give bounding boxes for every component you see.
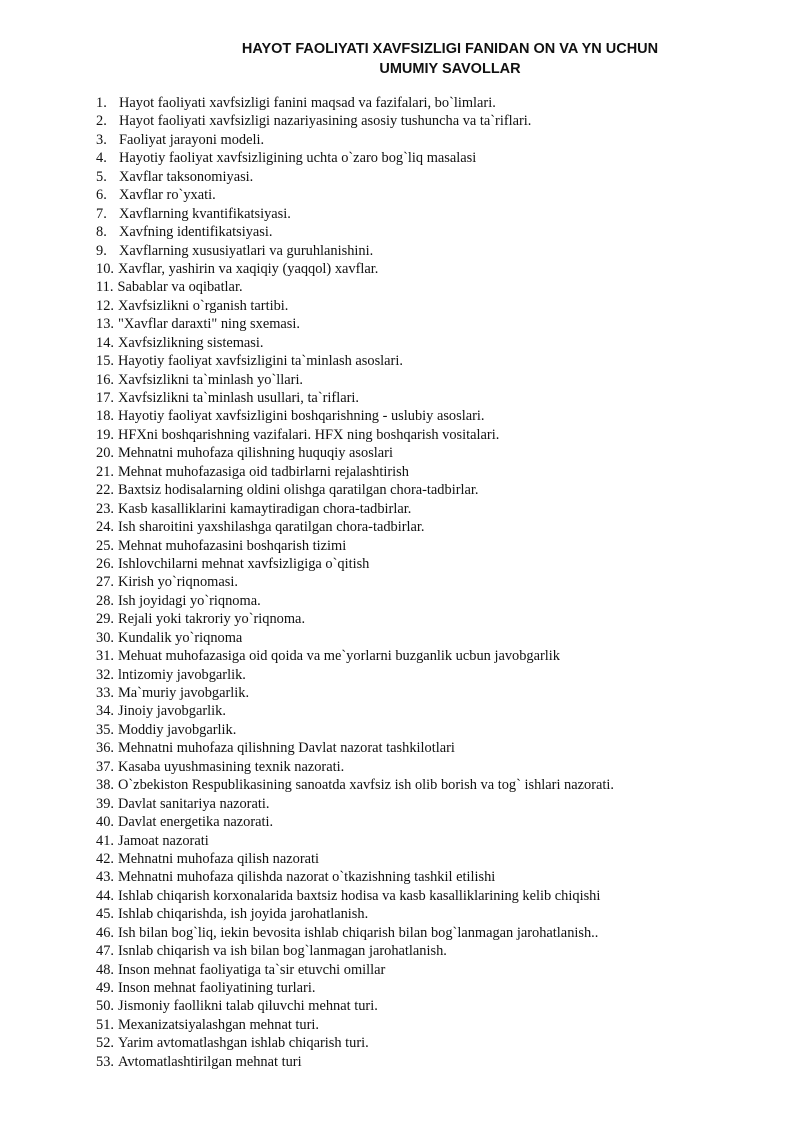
question-number: 40. bbox=[96, 814, 114, 831]
question-text: Sabablar va oqibatlar. bbox=[117, 279, 243, 296]
question-number: 18. bbox=[96, 408, 114, 425]
question-text: Mehnatni muhofaza qilishning Davlat nazorat tashkilotlari bbox=[118, 740, 455, 757]
question-number: 48. bbox=[96, 961, 114, 978]
question-text: Xavflar, yashirin va xaqiqiy (yaqqol) xavflar. bbox=[118, 260, 379, 277]
question-number: 15. bbox=[96, 353, 114, 370]
question-text: Jinoiy javobgarlik. bbox=[118, 703, 226, 720]
question-item bbox=[96, 518, 786, 536]
question-number: 9. bbox=[96, 242, 107, 259]
question-text: Xavflarning kvantifikatsiyasi. bbox=[119, 205, 291, 222]
question-number: 12. bbox=[96, 297, 114, 314]
question-item bbox=[96, 887, 786, 905]
question-text: Jamoat nazorati bbox=[118, 832, 209, 849]
question-number: 29. bbox=[96, 611, 114, 628]
question-item bbox=[96, 1034, 786, 1052]
question-item bbox=[96, 721, 786, 739]
question-text: Mexanizatsiyalashgan mehnat turi. bbox=[118, 1016, 320, 1033]
question-text: Xavfsizlikni ta`minlash yo`llari. bbox=[118, 371, 304, 388]
question-number: 20. bbox=[96, 445, 114, 462]
question-text: Hayotiy faoliyat xavfsizligining uchta o`zaro bog`liq masalasi bbox=[119, 150, 477, 167]
question-text: Inson mehnat faoliyatining turlari. bbox=[118, 980, 316, 996]
question-item bbox=[96, 666, 786, 684]
question-item bbox=[96, 205, 786, 223]
question-number: 1. bbox=[96, 95, 107, 111]
question-number: 44. bbox=[96, 887, 114, 904]
question-text: HFXni boshqarishning vazifalari. HFX ning boshqarish vositalari. bbox=[118, 426, 500, 443]
question-item bbox=[96, 758, 786, 776]
question-text: Ish joyidagi yo`riqnoma. bbox=[118, 592, 261, 609]
question-item bbox=[96, 463, 786, 481]
question-item bbox=[96, 850, 786, 868]
question-number: 36. bbox=[96, 740, 114, 757]
question-item bbox=[96, 684, 786, 702]
question-item bbox=[96, 1053, 786, 1071]
question-number: 42. bbox=[96, 850, 114, 867]
question-item bbox=[96, 371, 786, 389]
question-number: 35. bbox=[96, 721, 114, 738]
question-number: 46. bbox=[96, 924, 114, 941]
question-text: Ish bilan bog`liq, iekin bevosita ishlab chiqarish bilan bog`lanmagan jarohatlanish.. bbox=[118, 924, 599, 941]
question-number: 5. bbox=[96, 168, 107, 185]
question-number: 32. bbox=[96, 666, 114, 683]
question-number: 39. bbox=[96, 795, 114, 812]
question-number: 41. bbox=[96, 832, 114, 849]
question-item bbox=[96, 481, 786, 499]
question-number: 13. bbox=[96, 316, 114, 333]
question-item bbox=[96, 832, 786, 850]
question-item bbox=[96, 426, 786, 444]
question-number: 19. bbox=[96, 426, 114, 443]
question-item bbox=[96, 979, 786, 997]
question-text: Mehnat muhofazasini boshqarish tizimi bbox=[118, 537, 347, 554]
question-text: Kasb kasalliklarini kamaytiradigan chora-tadbirlar. bbox=[118, 500, 412, 517]
question-number: 21. bbox=[96, 463, 114, 480]
question-text: Hayot faoliyati xavfsizligi fanini maqsad va fazifalari, bo`limlari. bbox=[119, 95, 496, 111]
question-number: 51. bbox=[96, 1016, 114, 1033]
question-item bbox=[96, 112, 786, 130]
question-text: Hayot faoliyati xavfsizligi nazariyasining asosiy tushuncha va ta`riflari. bbox=[119, 113, 532, 130]
question-number: 14. bbox=[96, 334, 114, 351]
question-item bbox=[96, 573, 786, 591]
document-title bbox=[200, 39, 700, 79]
question-text: Kasaba uyushmasining texnik nazorati. bbox=[118, 758, 345, 775]
question-number: 28. bbox=[96, 592, 114, 609]
question-number: 24. bbox=[96, 519, 114, 536]
question-item bbox=[96, 610, 786, 628]
question-number: 23. bbox=[96, 500, 114, 517]
question-text: Hayotiy faoliyat xavfsizligini ta`minlash asoslari. bbox=[118, 353, 403, 370]
question-number: 37. bbox=[96, 758, 114, 775]
question-item bbox=[96, 1016, 786, 1034]
question-number: 31. bbox=[96, 648, 114, 665]
question-text: Mehnat muhofazasiga oid tadbirlarni rejalashtirish bbox=[118, 463, 409, 480]
question-item bbox=[96, 242, 786, 260]
question-text: Xavfsizlikni ta`minlash usullari, ta`riflari. bbox=[118, 390, 359, 406]
question-text: Xavfsizlikni o`rganish tartibi. bbox=[118, 297, 289, 314]
question-text: Mehnatni muhofaza qilishning huquqiy asoslari bbox=[118, 445, 393, 462]
question-number: 8. bbox=[96, 224, 107, 241]
question-number: 2. bbox=[96, 113, 107, 130]
question-item bbox=[96, 868, 786, 886]
question-text: Isnlab chiqarish va ish bilan bog`lanmagan jarohatlanish. bbox=[118, 943, 447, 960]
question-item bbox=[96, 444, 786, 462]
question-text: Rejali yoki takroriy yo`riqnoma. bbox=[118, 611, 306, 628]
question-item bbox=[96, 297, 786, 315]
question-item bbox=[96, 131, 786, 149]
question-number: 22. bbox=[96, 482, 114, 499]
question-number: 10. bbox=[96, 260, 114, 277]
question-item bbox=[96, 500, 786, 518]
question-text: Ish sharoitini yaxshilashga qaratilgan chora-tadbirlar. bbox=[118, 519, 425, 536]
question-number: 33. bbox=[96, 685, 114, 701]
question-item bbox=[96, 278, 786, 296]
question-number: 53. bbox=[96, 1053, 114, 1070]
question-item bbox=[96, 315, 786, 333]
question-text: Ishlovchilarni mehnat xavfsizligiga o`qitish bbox=[118, 555, 370, 572]
question-text: Xavflar taksonomiyasi. bbox=[119, 168, 254, 185]
question-number: 27. bbox=[96, 574, 114, 591]
question-item bbox=[96, 260, 786, 278]
question-item bbox=[96, 555, 786, 573]
question-text: Xavflar ro`yxati. bbox=[119, 187, 216, 204]
question-item bbox=[96, 813, 786, 831]
question-number: 26. bbox=[96, 555, 114, 572]
question-text: Mehuat muhofazasiga oid qoida va me`yorlarni buzganlik ucbun javobgarlik bbox=[118, 648, 560, 665]
question-item bbox=[96, 537, 786, 555]
question-item bbox=[96, 223, 786, 241]
question-number: 16. bbox=[96, 371, 114, 388]
question-text: lntizomiy javobgarlik. bbox=[118, 666, 246, 683]
question-item bbox=[96, 961, 786, 979]
question-number: 11. bbox=[96, 279, 114, 296]
question-item bbox=[96, 647, 786, 665]
question-item bbox=[96, 629, 786, 647]
question-text: O`zbekiston Respublikasining sanoatda xavfsiz ish olib borish va tog` ishlari nazorati. bbox=[118, 777, 614, 794]
question-text: Davlat sanitariya nazorati. bbox=[118, 795, 270, 812]
question-item bbox=[96, 334, 786, 352]
question-text: Jismoniy faollikni talab qiluvchi mehnat turi. bbox=[118, 998, 378, 1015]
question-text: Hayotiy faoliyat xavfsizligini boshqarishning - uslubiy asoslari. bbox=[118, 408, 485, 425]
question-text: Mehnatni muhofaza qilishda nazorat o`tkazishning tashkil etilishi bbox=[118, 869, 496, 886]
question-item bbox=[96, 94, 786, 112]
question-list bbox=[96, 94, 786, 1071]
question-item bbox=[96, 186, 786, 204]
question-item bbox=[96, 776, 786, 794]
question-text: Ishlab chiqarishda, ish joyida jarohatlanish. bbox=[118, 906, 369, 923]
question-text: Mehnatni muhofaza qilish nazorati bbox=[118, 850, 320, 867]
question-text: Inson mehnat faoliyatiga ta`sir etuvchi omillar bbox=[118, 961, 386, 978]
question-item bbox=[96, 407, 786, 425]
question-number: 49. bbox=[96, 980, 114, 996]
question-number: 45. bbox=[96, 906, 114, 923]
question-number: 38. bbox=[96, 777, 114, 794]
question-text: Yarim avtomatlashgan ishlab chiqarish turi. bbox=[118, 1035, 369, 1052]
question-text: Kundalik yo`riqnoma bbox=[118, 629, 243, 646]
question-text: Xavfning identifikatsiyasi. bbox=[119, 224, 273, 241]
question-text: Xavfsizlikning sistemasi. bbox=[118, 334, 264, 351]
question-text: Kirish yo`riqnomasi. bbox=[118, 574, 238, 591]
question-text: Baxtsiz hodisalarning oldini olishga qaratilgan chora-tadbirlar. bbox=[118, 482, 479, 499]
question-number: 3. bbox=[96, 131, 107, 148]
question-number: 30. bbox=[96, 629, 114, 646]
question-text: Xavflarning xususiyatlari va guruhlanishini. bbox=[119, 242, 374, 259]
question-item bbox=[96, 389, 786, 407]
question-item bbox=[96, 168, 786, 186]
question-item bbox=[96, 997, 786, 1015]
question-text: Ma`muriy javobgarlik. bbox=[118, 685, 250, 701]
question-text: Ishlab chiqarish korxonalarida baxtsiz hodisa va kasb kasalliklarining kelib chiqishi bbox=[118, 887, 601, 904]
question-number: 34. bbox=[96, 703, 114, 720]
title-line-2: UMUMIY SAVOLLAR bbox=[379, 61, 521, 77]
question-number: 25. bbox=[96, 537, 114, 554]
question-item bbox=[96, 905, 786, 923]
question-item bbox=[96, 702, 786, 720]
question-number: 7. bbox=[96, 205, 107, 222]
question-number: 50. bbox=[96, 998, 114, 1015]
question-number: 47. bbox=[96, 943, 114, 960]
question-item bbox=[96, 739, 786, 757]
question-item bbox=[96, 352, 786, 370]
question-text: Moddiy javobgarlik. bbox=[118, 721, 237, 738]
question-item bbox=[96, 149, 786, 167]
question-text: Davlat energetika nazorati. bbox=[118, 814, 274, 831]
question-text: "Xavflar daraxti" ning sxemasi. bbox=[118, 316, 300, 333]
question-item bbox=[96, 942, 786, 960]
question-text: Avtomatlashtirilgan mehnat turi bbox=[118, 1053, 302, 1070]
question-item bbox=[96, 924, 786, 942]
question-item bbox=[96, 795, 786, 813]
title-line-1: HAYOT FAOLIYATI XAVFSIZLIGI FANIDAN ON VA YN UCHUN bbox=[241, 41, 659, 57]
question-text: Faoliyat jarayoni modeli. bbox=[119, 131, 265, 148]
question-item bbox=[96, 592, 786, 610]
question-number: 52. bbox=[96, 1035, 114, 1052]
question-number: 4. bbox=[96, 150, 107, 167]
question-number: 17. bbox=[96, 390, 114, 406]
question-number: 43. bbox=[96, 869, 114, 886]
question-number: 6. bbox=[96, 187, 107, 204]
